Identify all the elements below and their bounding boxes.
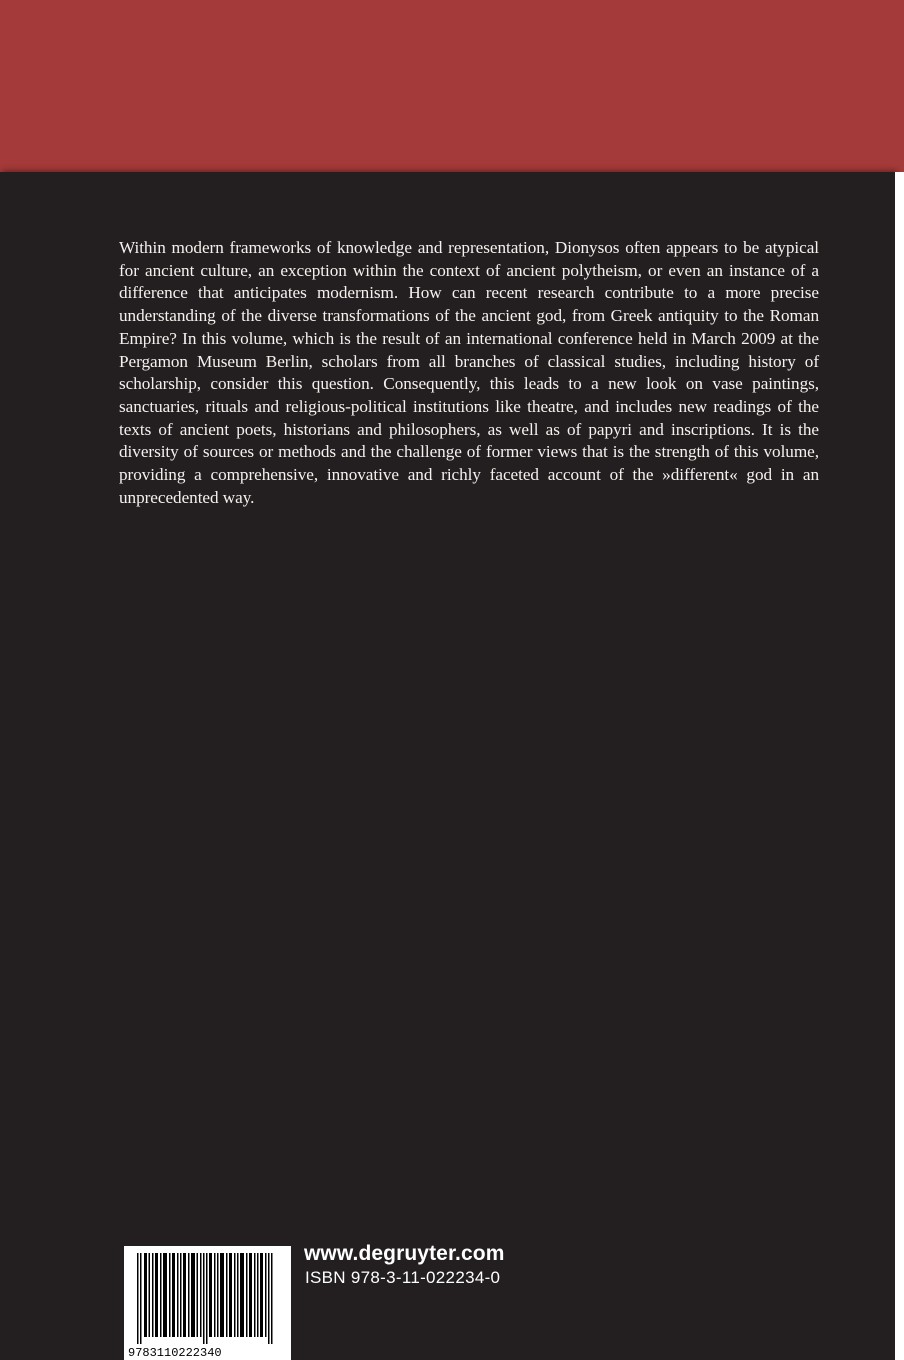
barcode — [124, 1246, 291, 1360]
top-color-band — [0, 0, 904, 172]
publisher-website[interactable]: www.degruyter.com — [304, 1242, 505, 1265]
isbn-number: ISBN 978-3-11-022234-0 — [305, 1268, 501, 1287]
barcode-digits: 9783110222340 — [128, 1346, 222, 1360]
cover-edge-strip — [895, 172, 904, 1360]
barcode-icon — [124, 1246, 291, 1360]
blurb-text: Within modern frameworks of knowledge and representation, Dionysos often appears to be atypical for ancient culture, an exception within the context of ancient polytheism, or even an instance of a difference that anticipates modernism. How can recent research contribute to a more precise understanding of the diverse transformations of the ancient god, from Greek antiquity to the Roman Empire? In this volume, which is the result of an international conference held in March 2009 at the Pergamon Museum Berlin, scholars from all branches of classical studies, including history of scholarship, consider this question. Consequently, this leads to a new look on vase paintings, sanctuaries, rituals and religious-political institutions like theatre, and includes new readings of the texts of ancient poets, historians and philosophers, as well as of papyri and inscriptions. It is the diversity of sources or methods and the challenge of former views that is the strength of this volume, providing a comprehensive, innovative and richly faceted account of the »different« god in an unprecedented way. — [119, 238, 819, 507]
